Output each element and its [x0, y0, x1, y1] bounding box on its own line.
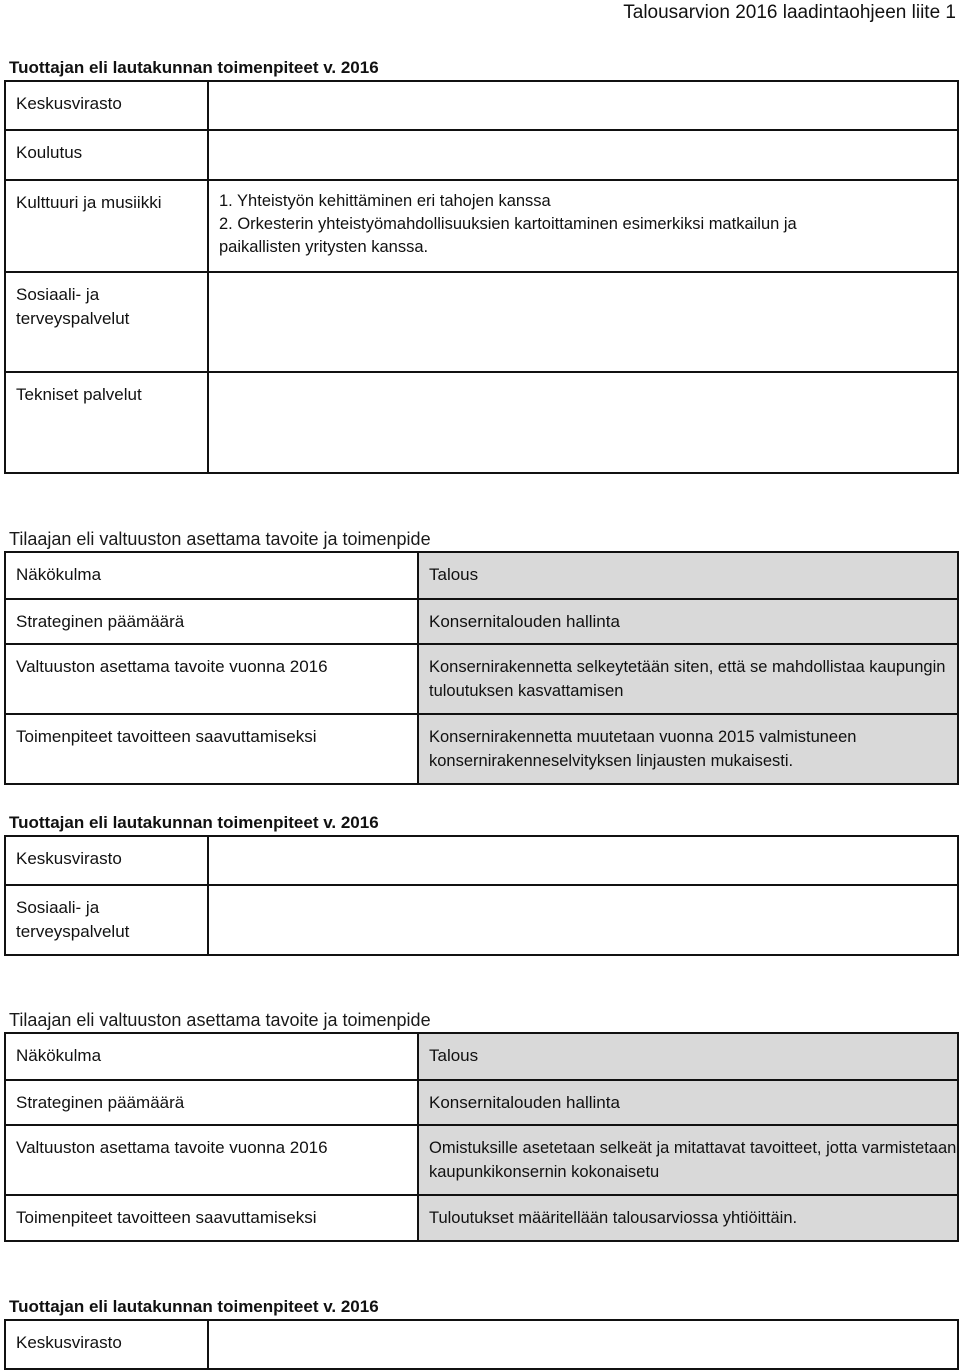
unit-cell: Sosiaali- ja terveyspalvelut [5, 272, 208, 372]
producer-table-2 [4, 835, 959, 956]
goal-value: Konsernitalouden hallinta [418, 599, 958, 644]
goal-label: Valtuuston asettama tavoite vuonna 2016 [5, 1125, 418, 1195]
action-line: 2. Orkesterin yhteistyömahdollisuuksien kartoittaminen esimerkiksi matkailun ja [219, 215, 797, 233]
goal-label: Toimenpiteet tavoitteen saavuttamiseksi [5, 714, 418, 784]
actions-cell[interactable] [208, 1320, 958, 1369]
action-line: paikallisten yritysten kanssa. [219, 238, 429, 256]
goal-value: Omistuksille asetetaan selkeät ja mitattavat tavoitteet, jotta varmistetaan kaupunkikonsernin kokonaisetu [418, 1125, 958, 1195]
action-line: 1. Yhteistyön kehittäminen eri tahojen kanssa [219, 192, 551, 210]
actions-cell[interactable] [208, 272, 958, 372]
unit-cell: Keskusvirasto [5, 81, 208, 130]
goal-value: Talous [418, 552, 958, 599]
actions-cell[interactable] [208, 836, 958, 885]
goal-label: Näkökulma [5, 552, 418, 599]
unit-cell: Sosiaali- ja terveyspalvelut [5, 885, 208, 955]
actions-cell[interactable] [208, 130, 958, 180]
unit-cell: Koulutus [5, 130, 208, 180]
goal-value: Konsernirakennetta muutetaan vuonna 2015 valmistuneen konsernirakenneselvityksen linjausten mukaisesti. [418, 714, 958, 784]
unit-cell: Keskusvirasto [5, 836, 208, 885]
goal-label: Toimenpiteet tavoitteen saavuttamiseksi [5, 1195, 418, 1241]
goal-table-2 [4, 1032, 959, 1242]
goal-table-1 [4, 551, 959, 785]
goal-label: Valtuuston asettama tavoite vuonna 2016 [5, 644, 418, 714]
producer-heading-1: Tuottajan eli lautakunnan toimenpiteet v. 2016 [9, 58, 379, 77]
producer-heading-3: Tuottajan eli lautakunnan toimenpiteet v. 2016 [9, 1297, 379, 1316]
goal-label: Näkökulma [5, 1033, 418, 1080]
goal-value: Talous [418, 1033, 958, 1080]
goal-label: Strateginen päämäärä [5, 1080, 418, 1125]
goal-heading-1: Tilaajan eli valtuuston asettama tavoite ja toimenpide [9, 529, 431, 549]
goal-value: Tuloutukset määritellään talousarviossa yhtiöittäin. [418, 1195, 958, 1241]
unit-cell: Tekniset palvelut [5, 372, 208, 473]
producer-table-1 [4, 80, 959, 474]
unit-cell: Kulttuuri ja musiikki [5, 180, 208, 272]
goal-label: Strateginen päämäärä [5, 599, 418, 644]
actions-cell[interactable] [208, 81, 958, 130]
goal-value: Konsernitalouden hallinta [418, 1080, 958, 1125]
actions-cell[interactable] [208, 372, 958, 473]
producer-heading-2: Tuottajan eli lautakunnan toimenpiteet v. 2016 [9, 813, 379, 832]
actions-cell[interactable] [208, 885, 958, 955]
unit-cell: Keskusvirasto [5, 1320, 208, 1369]
goal-value: Konsernirakennetta selkeytetään siten, että se mahdollistaa kaupungin tuloutuksen kasvattamisen [418, 644, 958, 714]
actions-cell[interactable] [208, 180, 958, 272]
document-title: Talousarvion 2016 laadintaohjeen liite 1 [623, 2, 956, 23]
goal-heading-2: Tilaajan eli valtuuston asettama tavoite ja toimenpide [9, 1010, 431, 1030]
producer-table-3 [4, 1319, 959, 1370]
